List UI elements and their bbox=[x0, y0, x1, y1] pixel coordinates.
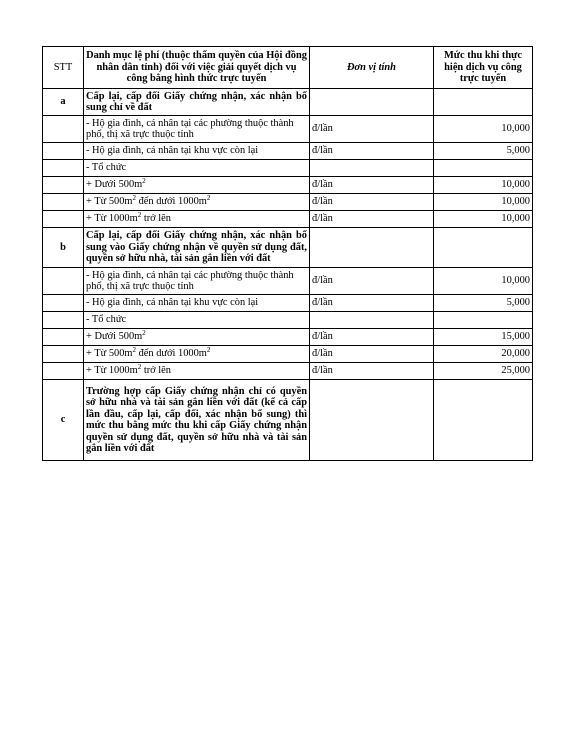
row-stt: c bbox=[43, 380, 84, 461]
row-description-text: Cấp lại, cấp đổi Giấy chứng nhận, xác nhận bổ sung chỉ về đất bbox=[86, 90, 307, 113]
row-unit bbox=[310, 380, 434, 461]
table-body bbox=[43, 89, 533, 461]
row-description bbox=[84, 228, 310, 268]
row-description-text: - Hộ gia đình, cá nhân tại khu vực còn lại bbox=[86, 297, 259, 309]
row-description-text: Trường hợp cấp Giấy chứng nhận chỉ có quyền sở hữu nhà và tài sản gắn liền với đất (kể cả cấp lần đầu, cấp lại, cấp đổi, xác nhận bổ sung) thì mức thu bằng mức thu khi cấp Giấy chứng nhận quyền sử dụng đất, quyền sở hữu nhà và tài sản gắn liền với đất bbox=[86, 385, 307, 454]
row-description bbox=[84, 268, 310, 295]
table-row bbox=[43, 228, 533, 268]
row-unit: đ/lần bbox=[310, 116, 434, 143]
table-row bbox=[43, 363, 533, 380]
row-amount bbox=[434, 89, 533, 116]
row-amount bbox=[434, 380, 533, 461]
table-row bbox=[43, 295, 533, 312]
row-stt bbox=[43, 363, 84, 380]
row-unit: đ/lần bbox=[310, 295, 434, 312]
row-amount: 10,000 bbox=[434, 194, 533, 211]
row-description-text: - Hộ gia đình, cá nhân tại khu vực còn lại bbox=[86, 145, 259, 157]
row-unit bbox=[310, 228, 434, 268]
row-description bbox=[84, 329, 310, 346]
unit-superscript: 2 bbox=[206, 346, 211, 355]
row-stt bbox=[43, 312, 84, 329]
row-stt bbox=[43, 177, 84, 194]
unit-superscript: 2 bbox=[132, 346, 137, 355]
row-description-text: đến dưới 1000m bbox=[136, 196, 207, 208]
row-description-text: - Tổ chức bbox=[86, 162, 127, 174]
unit-superscript: 2 bbox=[137, 211, 142, 220]
row-unit: đ/lần bbox=[310, 177, 434, 194]
row-description bbox=[84, 143, 310, 160]
row-description bbox=[84, 116, 310, 143]
table-row bbox=[43, 194, 533, 211]
header-category: Danh mục lệ phí (thuộc thẩm quyền của Hội đồng nhân dân tỉnh) đối với việc giải quyết dịch vụ công bằng hình thức trực tuyến bbox=[84, 47, 310, 89]
row-unit bbox=[310, 160, 434, 177]
row-stt bbox=[43, 160, 84, 177]
row-unit: đ/lần bbox=[310, 346, 434, 363]
row-description-text: + Từ 500m bbox=[86, 196, 133, 208]
row-stt bbox=[43, 295, 84, 312]
row-stt: a bbox=[43, 89, 84, 116]
row-description bbox=[84, 363, 310, 380]
row-stt bbox=[43, 346, 84, 363]
row-amount bbox=[434, 312, 533, 329]
row-description bbox=[84, 312, 310, 329]
unit-superscript: 2 bbox=[206, 194, 211, 203]
row-description bbox=[84, 177, 310, 194]
row-stt bbox=[43, 329, 84, 346]
row-amount: 10,000 bbox=[434, 268, 533, 295]
row-unit bbox=[310, 89, 434, 116]
table-row bbox=[43, 177, 533, 194]
unit-superscript: 2 bbox=[137, 363, 142, 372]
row-description-text: + Từ 500m bbox=[86, 348, 133, 360]
table-row bbox=[43, 346, 533, 363]
header-amount: Mức thu khi thực hiện dịch vụ công trực tuyến bbox=[434, 47, 533, 89]
row-stt: b bbox=[43, 228, 84, 268]
row-description bbox=[84, 211, 310, 228]
row-amount: 20,000 bbox=[434, 346, 533, 363]
table-row bbox=[43, 268, 533, 295]
row-description-text: - Hộ gia đình, cá nhân tại các phường thuộc thành phố, thị xã trực thuộc tỉnh bbox=[86, 117, 294, 140]
row-amount: 10,000 bbox=[434, 211, 533, 228]
table-row bbox=[43, 380, 533, 461]
row-description-text: Cấp lại, cấp đổi Giấy chứng nhận, xác nhận bổ sung vào Giấy chứng nhận về quyền sử dụng đất, quyền sở hữu nhà, tài sản gắn liền với đất bbox=[86, 230, 307, 265]
row-stt bbox=[43, 116, 84, 143]
row-description bbox=[84, 295, 310, 312]
row-amount: 10,000 bbox=[434, 116, 533, 143]
row-description-text: + Từ 1000m bbox=[86, 365, 138, 377]
row-description bbox=[84, 160, 310, 177]
row-unit: đ/lần bbox=[310, 194, 434, 211]
header-stt: STT bbox=[43, 47, 84, 89]
row-description bbox=[84, 89, 310, 116]
table-row bbox=[43, 116, 533, 143]
unit-superscript: 2 bbox=[132, 194, 137, 203]
row-description-text: trở lên bbox=[141, 213, 171, 225]
row-amount: 15,000 bbox=[434, 329, 533, 346]
row-unit: đ/lần bbox=[310, 211, 434, 228]
row-amount: 5,000 bbox=[434, 295, 533, 312]
row-unit: đ/lần bbox=[310, 363, 434, 380]
row-amount bbox=[434, 228, 533, 268]
fee-table bbox=[42, 46, 533, 461]
table-header-row bbox=[43, 47, 533, 89]
row-stt bbox=[43, 143, 84, 160]
row-description bbox=[84, 346, 310, 363]
row-unit: đ/lần bbox=[310, 143, 434, 160]
row-description bbox=[84, 194, 310, 211]
header-unit: Đơn vị tính bbox=[310, 47, 434, 89]
table-row bbox=[43, 143, 533, 160]
table-row bbox=[43, 329, 533, 346]
row-amount: 10,000 bbox=[434, 177, 533, 194]
row-description bbox=[84, 380, 310, 461]
row-description-text: trở lên bbox=[141, 365, 171, 377]
unit-superscript: 2 bbox=[142, 177, 146, 186]
row-amount: 5,000 bbox=[434, 143, 533, 160]
row-description-text: đến dưới 1000m bbox=[136, 348, 207, 360]
row-amount: 25,000 bbox=[434, 363, 533, 380]
row-stt bbox=[43, 211, 84, 228]
row-description-text: - Tổ chức bbox=[86, 314, 127, 326]
row-unit bbox=[310, 312, 434, 329]
row-stt bbox=[43, 268, 84, 295]
row-description-text: - Hộ gia đình, cá nhân tại các phường thuộc thành phố, thị xã trực thuộc tỉnh bbox=[86, 269, 294, 292]
row-amount bbox=[434, 160, 533, 177]
row-description-text: + Từ 1000m bbox=[86, 213, 138, 225]
table-row bbox=[43, 89, 533, 116]
table-row bbox=[43, 160, 533, 177]
row-description-text: + Dưới 500m bbox=[86, 179, 143, 191]
table-row bbox=[43, 312, 533, 329]
row-stt bbox=[43, 194, 84, 211]
row-description-text: + Dưới 500m bbox=[86, 331, 143, 343]
table-row bbox=[43, 211, 533, 228]
row-unit: đ/lần bbox=[310, 329, 434, 346]
unit-superscript: 2 bbox=[142, 329, 146, 338]
row-unit: đ/lần bbox=[310, 268, 434, 295]
